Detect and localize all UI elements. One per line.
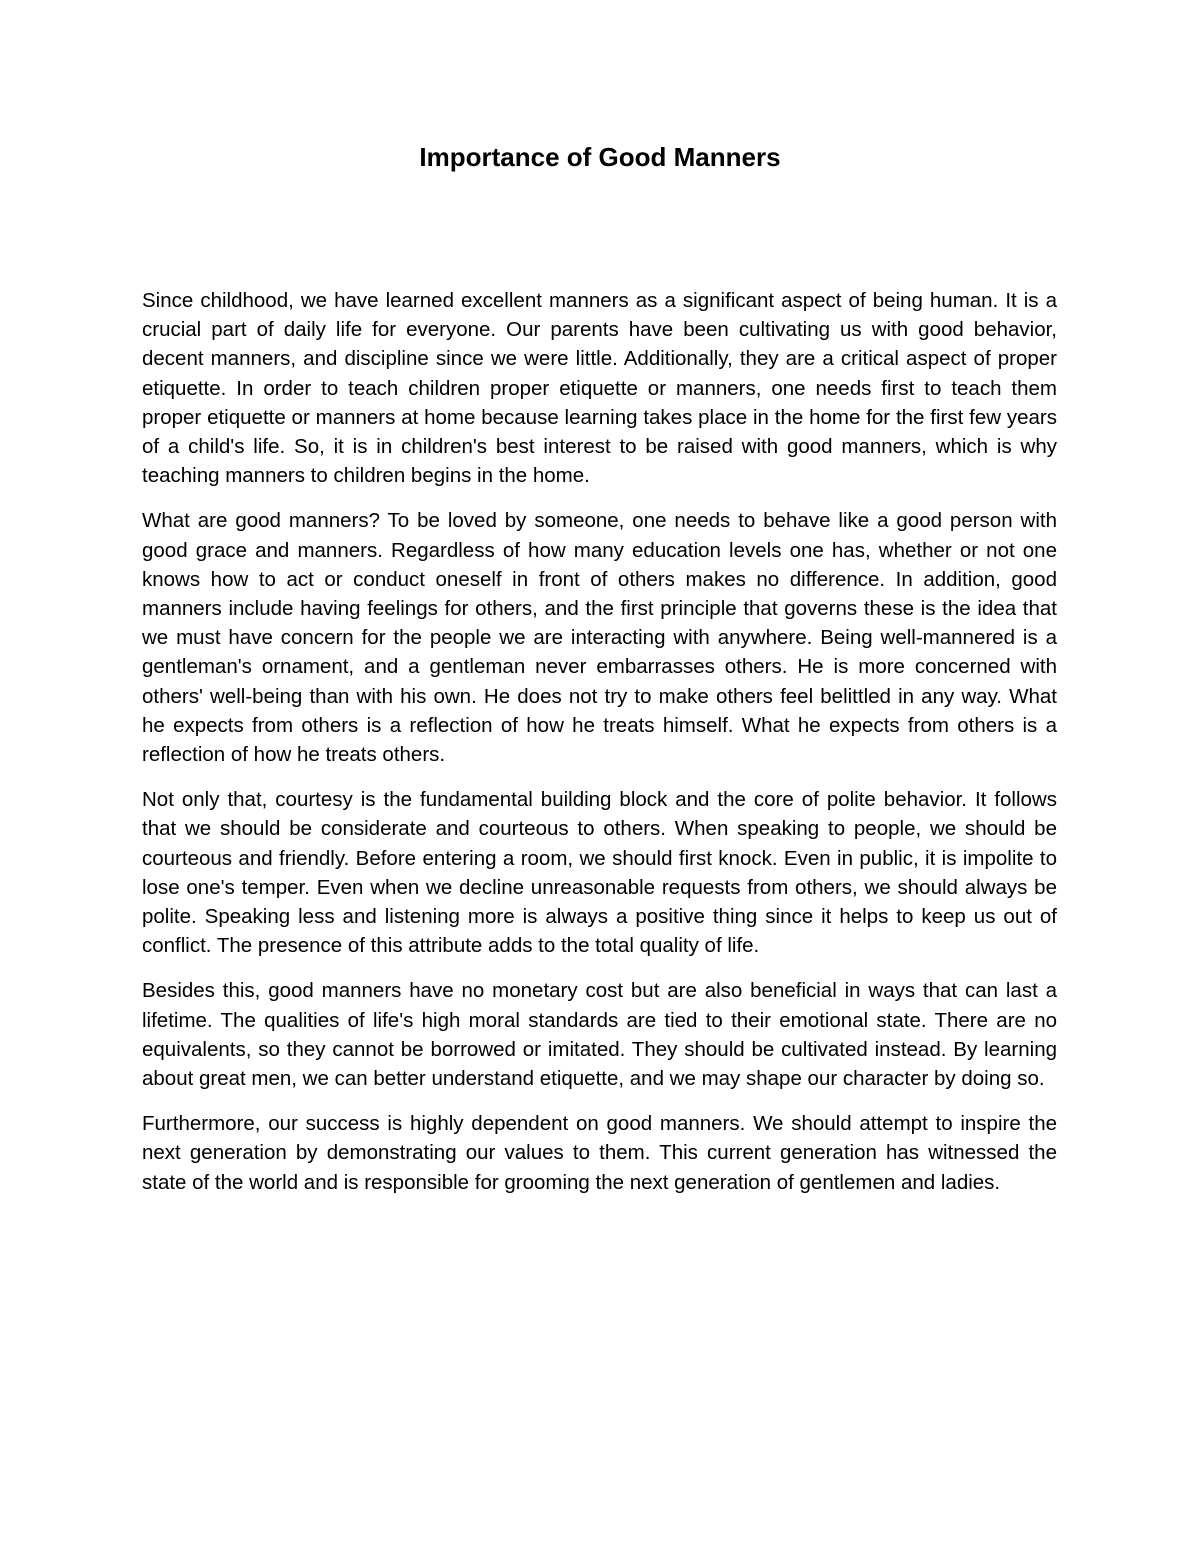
paragraph-3: Not only that, courtesy is the fundamental building block and the core of polite behavior. It follows that we should be considerate and courteous to others. When speaking to people, we should be courteous and friendly. Before entering a room, we should first knock. Even in public, it is impolite to lose one's temper. Even when we decline unreasonable requests from others, we should always be polite. Speaking less and listening more is always a positive thing since it helps to keep us out of conflict. The presence of this attribute adds to the total quality of life.: [142, 788, 1057, 958]
paragraph-1: Since childhood, we have learned excellent manners as a significant aspect of being human. It is a crucial part of daily life for everyone. Our parents have been cultivating us with good behavior, decent manners, and discipline since we were little. Additionally, they are a critical aspect of proper etiquette. In order to teach children proper etiquette or manners, one needs first to teach them proper etiquette or manners at home because learning takes place in the home for the first few years of a child's life. So, it is in children's best interest to be raised with good manners, which is why teaching manners to children begins in the home.: [142, 289, 1057, 488]
paragraph-5: Furthermore, our success is highly dependent on good manners. We should attempt to inspire the next generation by demonstrating our values to them. This current generation has witnessed the state of the world and is responsible for grooming the next generation of gentlemen and ladies.: [142, 1112, 1057, 1194]
paragraph-2: What are good manners? To be loved by someone, one needs to behave like a good person with good grace and manners. Regardless of how many education levels one has, whether or not one knows how to act or conduct oneself in front of others makes no difference. In addition, good manners include having feelings for others, and the first principle that governs these is the idea that we must have concern for the people we are interacting with anywhere. Being well-mannered is a gentleman's ornament, and a gentleman never embarrasses others. He is more concerned with others' well-being than with his own. He does not try to make others feel belittled in any way. What he expects from others is a reflection of how he treats himself. What he expects from others is a reflection of how he treats others.: [142, 509, 1057, 767]
document-body: [142, 286, 1057, 1213]
paragraph-4: Besides this, good manners have no monetary cost but are also beneficial in ways that can last a lifetime. The qualities of life's high moral standards are tied to their emotional state. There are no equivalents, so they cannot be borrowed or imitated. They should be cultivated instead. By learning about great men, we can better understand etiquette, and we may shape our character by doing so.: [142, 979, 1057, 1091]
document-title: Importance of Good Manners: [419, 142, 781, 172]
